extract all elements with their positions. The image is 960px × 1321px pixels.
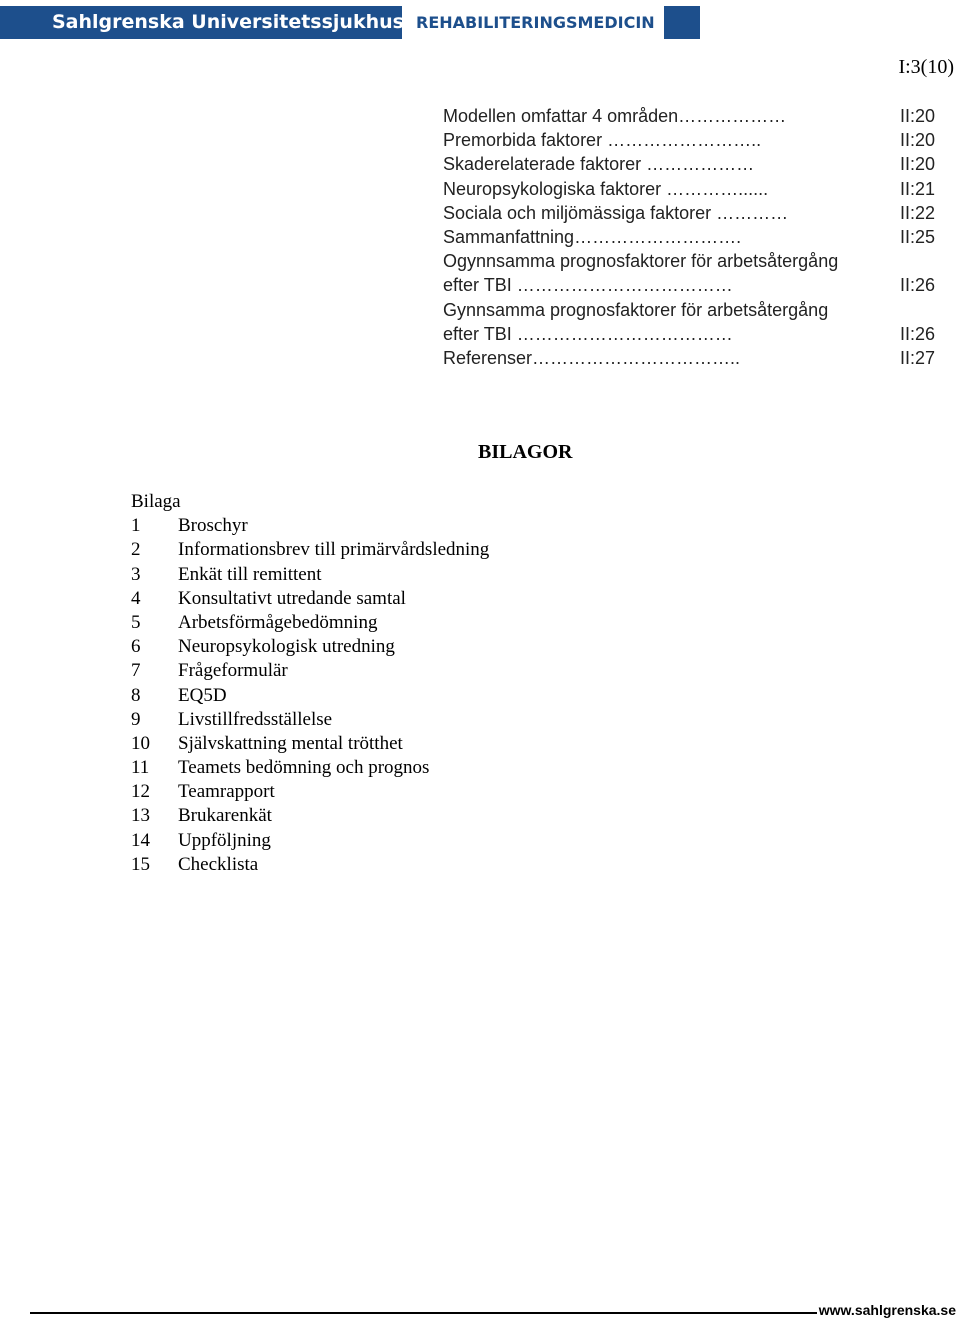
list-item xyxy=(131,611,378,635)
toc-row xyxy=(443,346,943,370)
list-item xyxy=(131,732,403,756)
toc-page: II:22 xyxy=(900,202,936,223)
toc-row xyxy=(443,273,943,297)
list-item xyxy=(131,804,272,828)
toc-page: II:20 xyxy=(900,154,936,175)
item-number: 2 xyxy=(131,539,141,561)
item-text: Livstillfredsställelse xyxy=(178,708,333,730)
item-text: Informationsbrev till primärvårdsledning xyxy=(178,539,490,561)
toc-page: II:25 xyxy=(900,226,936,247)
attachments-list xyxy=(131,490,490,877)
toc-row xyxy=(443,177,943,201)
item-number: 10 xyxy=(131,732,150,754)
list-item xyxy=(131,853,259,877)
footer-divider xyxy=(30,1312,817,1314)
item-number: 11 xyxy=(131,757,150,779)
toc-page: II:26 xyxy=(900,275,936,296)
item-text: Enkät till remittent xyxy=(178,563,322,585)
toc-row xyxy=(443,322,943,346)
list-item xyxy=(131,635,395,659)
toc-text: Neuropsykologiska faktorer …………...... xyxy=(443,178,769,199)
list-item xyxy=(131,659,288,683)
toc-row xyxy=(443,152,943,176)
item-text: Neuropsykologisk utredning xyxy=(178,636,395,658)
toc-text: Gynnsamma prognosfaktorer för arbetsåtergång xyxy=(443,299,829,320)
toc-text: Referenser…………………………….. xyxy=(443,347,741,368)
toc-row xyxy=(443,225,943,249)
item-number: 12 xyxy=(131,781,150,803)
toc-text: Ogynnsamma prognosfaktorer för arbetsåtergång xyxy=(443,251,839,272)
toc-page: II:27 xyxy=(900,347,936,368)
item-text: EQ5D xyxy=(178,684,227,706)
section-title: BILAGOR xyxy=(478,441,573,463)
list-item xyxy=(131,563,322,587)
toc-row xyxy=(443,104,943,128)
item-number: 4 xyxy=(131,587,141,609)
header-brand: Sahlgrenska Universitetssjukhuset xyxy=(0,6,402,39)
item-text: Broschyr xyxy=(178,515,248,537)
item-number: 1 xyxy=(131,515,141,537)
list-item xyxy=(131,538,490,562)
item-number: 13 xyxy=(131,805,150,827)
item-text: Teamets bedömning och prognos xyxy=(178,757,430,779)
toc-page: II:20 xyxy=(900,130,936,151)
toc-text: Skaderelaterade faktorer ……………… xyxy=(443,154,755,175)
item-number: 9 xyxy=(131,708,141,730)
toc-page: II:26 xyxy=(900,323,936,344)
item-number: 15 xyxy=(131,853,150,875)
toc-text: efter TBI ……………………………… xyxy=(443,323,733,344)
list-item xyxy=(131,780,275,804)
item-text: Arbetsförmågebedömning xyxy=(178,611,378,633)
item-text: Självskattning mental trötthet xyxy=(178,732,403,754)
toc-text: Premorbida faktorer …………………….. xyxy=(443,130,762,151)
list-item xyxy=(131,829,271,853)
table-of-contents xyxy=(443,104,943,370)
item-number: 8 xyxy=(131,684,141,706)
item-text: Checklista xyxy=(178,853,259,875)
list-item xyxy=(131,587,406,611)
item-number: 5 xyxy=(131,611,141,633)
item-number: 3 xyxy=(131,563,141,585)
header-department: REHABILITERINGSMEDICIN xyxy=(416,13,655,32)
item-number: 7 xyxy=(131,660,141,682)
toc-page: II:20 xyxy=(900,106,936,126)
attachments-heading: Bilaga xyxy=(131,491,181,512)
item-text: Uppföljning xyxy=(178,829,271,851)
toc-text: Modellen omfattar 4 områden……………… xyxy=(443,106,787,126)
toc-text: Sociala och miljömässiga faktorer ………… xyxy=(443,202,789,223)
header-accent-block xyxy=(664,6,700,39)
toc-row xyxy=(443,128,943,152)
toc-page: II:21 xyxy=(900,178,936,199)
item-number: 14 xyxy=(131,829,150,851)
toc-text: Sammanfattning………………………. xyxy=(443,226,742,247)
footer-url[interactable]: www.sahlgrenska.se xyxy=(818,1302,956,1318)
item-text: Teamrapport xyxy=(178,781,275,803)
list-item xyxy=(131,684,227,708)
toc-row xyxy=(443,249,943,273)
toc-row xyxy=(443,201,943,225)
item-text: Konsultativt utredande samtal xyxy=(178,587,406,609)
list-item xyxy=(131,756,430,780)
toc-row xyxy=(443,298,943,322)
list-item xyxy=(131,514,248,538)
item-text: Brukarenkät xyxy=(178,805,272,827)
list-item xyxy=(131,708,333,732)
toc-text: efter TBI ……………………………… xyxy=(443,275,733,296)
item-text: Frågeformulär xyxy=(178,660,288,682)
page-number: I:3(10) xyxy=(898,56,954,78)
item-number: 6 xyxy=(131,636,141,658)
